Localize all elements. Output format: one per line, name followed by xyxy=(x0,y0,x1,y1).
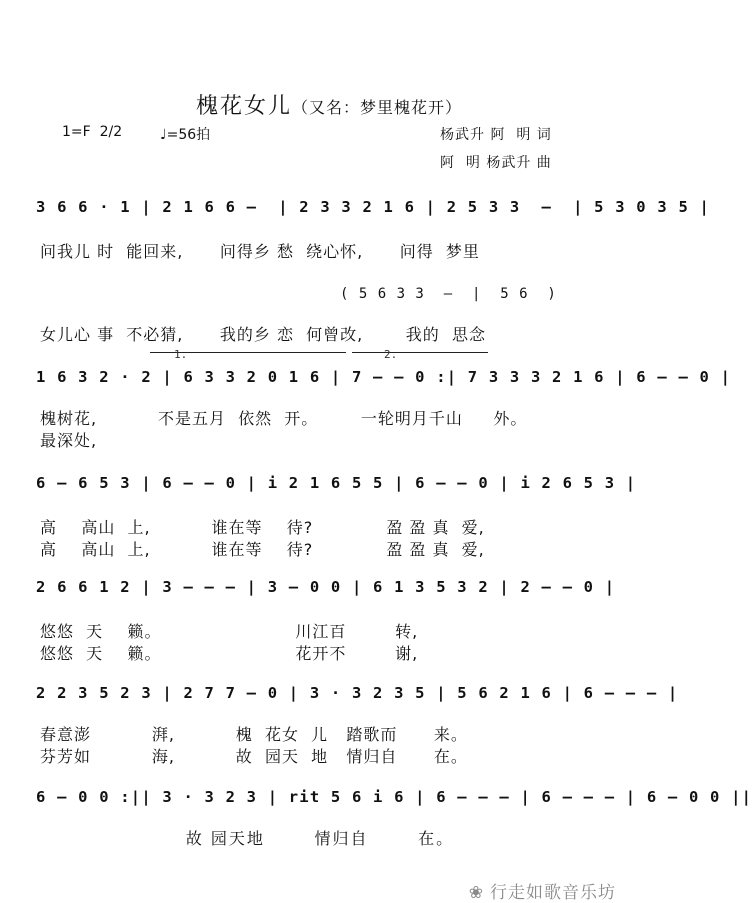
notation-row: 3 6 6 · 1 | 2 1 6 6 – | 2 3 3 2 1 6 | 2 5 3 3 – | 5 3 0 3 5 | xyxy=(36,198,711,216)
notation-row: 1 6 3 2 · 2 | 6 3 3 2 0 1 6 | 7 – – 0 :| 7 3 3 3 2 1 6 | 6 – – 0 | xyxy=(36,368,732,386)
watermark-text: 行走如歌音乐坊 xyxy=(490,883,616,903)
wechat-logo-icon: ❀ xyxy=(468,883,484,903)
lyric-line: 春意澎 湃, 槐 花女 儿 踏歌而 来。 xyxy=(40,725,468,744)
volta-1-label: 1. xyxy=(174,348,188,361)
song-title-main: 槐花女儿 xyxy=(195,94,292,119)
lyricist-credit: 杨武升 阿 明 词 xyxy=(440,127,552,143)
composer-credit: 阿 明 杨武升 曲 xyxy=(440,155,552,171)
lyric-line: 高 高山 上, 谁在等 待? 盈 盈 真 爱, xyxy=(40,540,485,559)
notation-row: 6 – 0 0 :|| 3 · 3 2 3 | rit 5 6 i 6 | 6 – – – | 6 – – – | 6 – 0 0 || xyxy=(36,788,752,806)
lyric-line: 芬芳如 海, 故 园天 地 情归自 在。 xyxy=(40,747,468,766)
lyric-line: 高 高山 上, 谁在等 待? 盈 盈 真 爱, xyxy=(40,518,485,537)
watermark xyxy=(456,858,616,903)
notation-row: 6 – 6 5 3 | 6 – – 0 | i 2 1 6 5 5 | 6 – – 0 | i 2 6 5 3 | xyxy=(36,474,637,492)
key-signature: 1=F 2/2 xyxy=(62,124,123,140)
volta-bracket-2 xyxy=(352,352,488,353)
lyric-line: 悠悠 天 籁。 花开不 谢, xyxy=(40,644,419,663)
tempo-marking: ♩=56拍 xyxy=(160,127,211,143)
volta-2-label: 2. xyxy=(384,348,398,361)
lyric-line: 最深处, xyxy=(40,431,98,450)
lyric-line: 问我儿 时 能回来, 问得乡 愁 绕心怀, 问得 梦里 xyxy=(40,242,480,261)
intro-notation: ( 5 6 3 3 – | 5 6 ) xyxy=(340,286,557,302)
notation-row: 2 6 6 1 2 | 3 – – – | 3 – 0 0 | 6 1 3 5 3 2 | 2 – – 0 | xyxy=(36,578,616,596)
lyric-line: 槐树花, 不是五月 依然 开。 一轮明月千山 外。 xyxy=(40,409,528,428)
notation-row: 2 2 3 5 2 3 | 2 7 7 – 0 | 3 · 3 2 3 5 | 5 6 2 1 6 | 6 – – – | xyxy=(36,684,679,702)
lyric-line: 悠悠 天 籁。 川江百 转, xyxy=(40,622,419,641)
song-title-sub: （又名：梦里槐花开） xyxy=(292,98,463,117)
lyric-line: 女儿心 事 不必猜, 我的乡 恋 何曾改, 我的 思念 xyxy=(40,325,486,344)
song-title xyxy=(0,64,640,120)
lyric-line: 故 园天地 情归自 在。 xyxy=(185,829,455,848)
